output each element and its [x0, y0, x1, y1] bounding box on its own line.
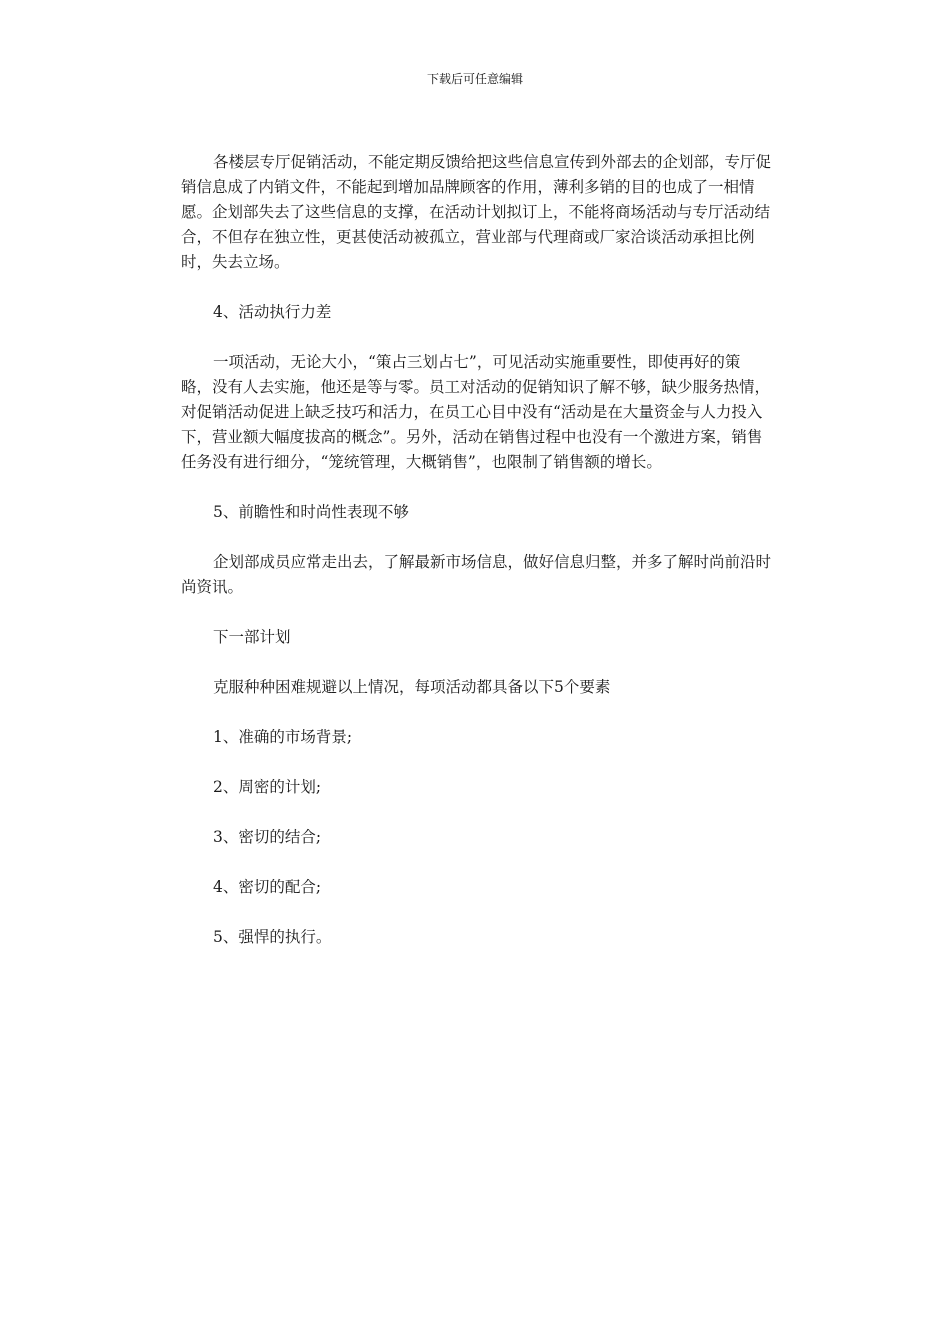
plan-intro: 克服种种困难规避以上情况，每项活动都具备以下5个要素 [213, 678, 611, 696]
document-body [181, 150, 771, 975]
page-header-note: 下载后可任意编辑 [426, 72, 523, 86]
list-item: 3、密切的结合; [213, 828, 322, 846]
paragraph-execution: 一项活动，无论大小，“策占三划占七”，可见活动实施重要性，即使再好的策略，没有人去实施，他还是等与零。员工对活动的促销知识了解不够，缺少服务热情，对促销活动促进上缺乏技巧和活力，在员工心目中没有“活动是在大量资金与人力投入下，营业额大幅度拔高的概念”。另外，活动在销售过程中也没有一个激进方案，销售任务没有进行细分，“笼统管理，大概销售”，也限制了销售额的增长。 [181, 353, 771, 471]
paragraph-promotion-feedback: 各楼层专厅促销活动，不能定期反馈给把这些信息宣传到外部去的企划部，专厅促销信息成了内销文件，不能起到增加品牌顾客的作用，薄利多销的目的也成了一相情愿。企划部失去了这些信息的支撑，在活动计划拟订上，不能将商场活动与专厅活动结合，不但存在独立性，更甚使活动被孤立，营业部与代理商或厂家洽谈活动承担比例时，失去立场。 [181, 153, 772, 271]
paragraph-foresight: 企划部成员应常走出去，了解最新市场信息，做好信息归整，并多了解时尚前沿时尚资讯。 [181, 553, 772, 596]
plan-title: 下一部计划 [213, 628, 291, 646]
list-item: 4、密切的配合; [213, 878, 322, 896]
list-item: 5、强悍的执行。 [213, 928, 332, 946]
list-item: 2、周密的计划; [213, 778, 322, 796]
section-heading-foresight: 5、前瞻性和时尚性表现不够 [213, 503, 409, 521]
list-item: 1、准确的市场背景; [213, 728, 353, 746]
section-heading-execution: 4、活动执行力差 [213, 303, 332, 321]
